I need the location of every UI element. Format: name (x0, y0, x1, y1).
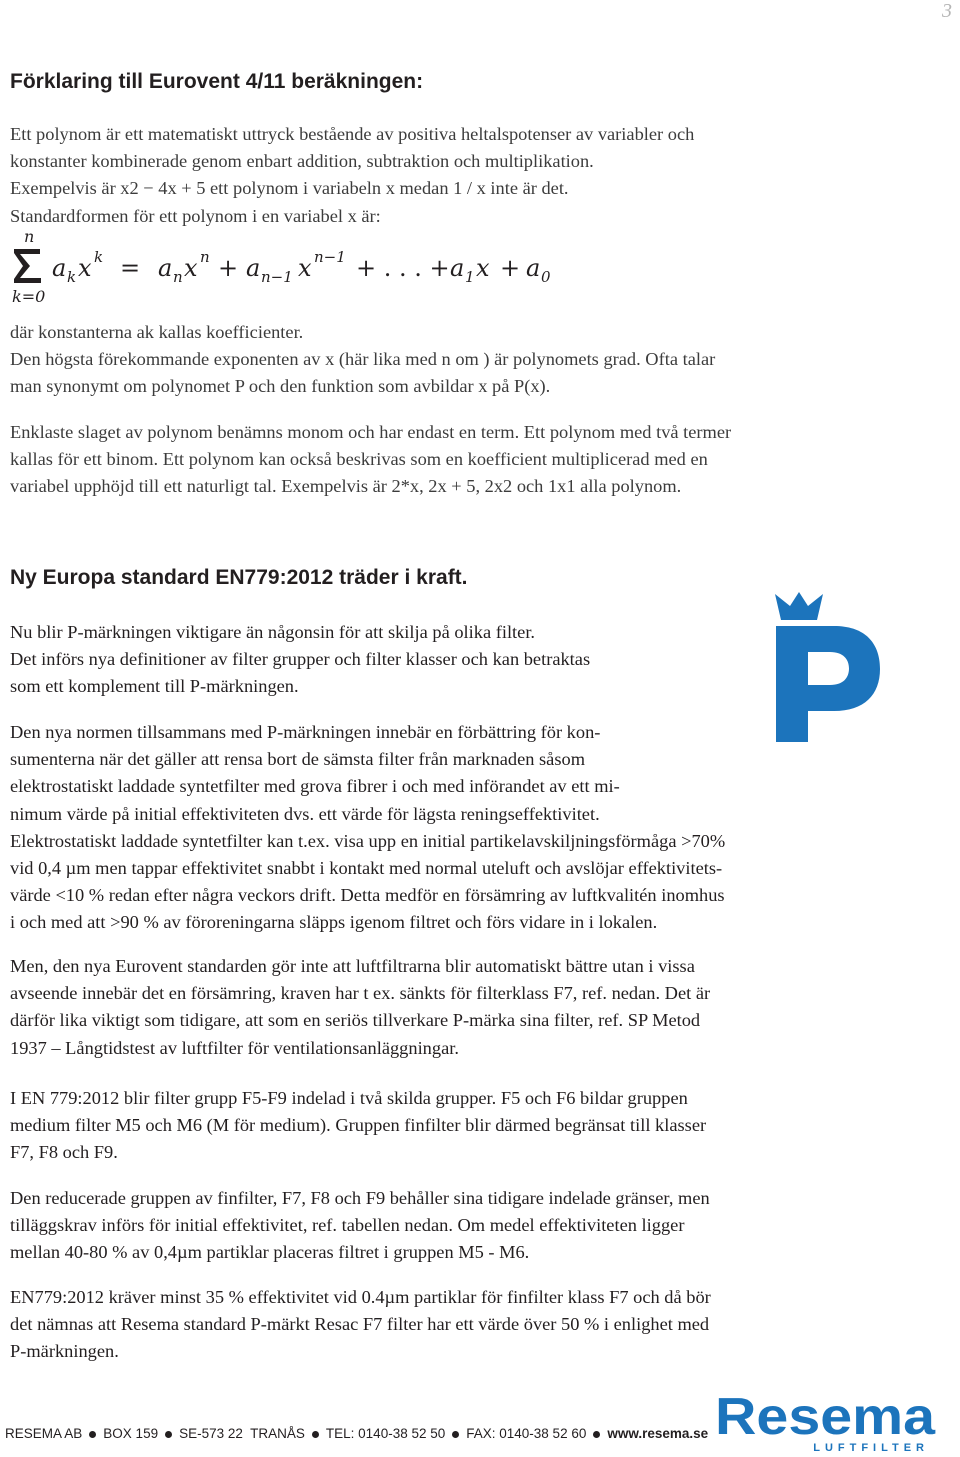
text-line: F7, F8 och F9. (10, 1142, 118, 1163)
footer-tel: TEL: 0140-38 52 50 (325, 1426, 446, 1441)
footer-box: BOX 159 (103, 1426, 159, 1441)
rhs-x-n: x (184, 254, 198, 282)
term-x-sup: k (94, 248, 104, 266)
text-line: Ett polynom är ett matematiskt uttryck bestående av positiva heltalspotenser av variabler och (10, 124, 695, 144)
eurovent-paragraph (10, 953, 710, 1062)
text-line: konstanter kombinerade genom enbart addition, subtraktion och multiplikation. (10, 151, 594, 172)
plus-sign: + (218, 254, 239, 282)
text-line: Enklaste slaget av polynom benämns monom och har endast en term. Ett polynom med två termer (10, 422, 732, 442)
term-x: x (78, 254, 92, 282)
text-line: därför lika viktigt som tidigare, att som en seriös tillverkare P-märka sina filter, ref. SP Metod (10, 1010, 701, 1031)
resema-logo (713, 1388, 937, 1454)
rhs-a-1: a (450, 254, 465, 282)
sum-upper-limit: n (24, 228, 35, 246)
equals-sign: = (120, 254, 141, 282)
sum-lower-limit: k=0 (12, 287, 46, 306)
text-line: Standardformen för ett polynom i en variabel x är: (10, 205, 381, 226)
bullet-icon (89, 1431, 96, 1438)
rhs-a-n: a (158, 254, 173, 282)
footer-website-link[interactable]: www.resema.se (607, 1426, 709, 1441)
text-line: det nämnas att Resema standard P-märkt Resac F7 filter har ett värde över 50 % i enlighet med (10, 1314, 710, 1335)
text-line: medium filter M5 och M6 (M för medium). Gruppen finfilter blir därmed begränsat till klasser (10, 1115, 707, 1136)
text-line: i och med att >90 % av föroreningarna släpps igenom filtret och förs vidare in i lokalen. (10, 912, 658, 933)
footer-postal: SE-573 22 TRANÅS (179, 1426, 305, 1441)
text-line: EN779:2012 kräver minst 35 % effektivitet vid 0.4µm partiklar för finfilter klass F7 och då bör (10, 1287, 711, 1307)
text-line: avseende innebär det en försämring, kraven har t ex. sänkts för filterklass F7, ref. nedan. Det är (10, 983, 711, 1004)
text-line: som ett komplement till P-märkningen. (10, 676, 299, 697)
text-line: Elektrostatiskt laddade syntetfilter kan t.ex. visa upp en initial partikelavskiljningsförmåga >70% (10, 830, 726, 851)
rhs-a-n1-sub: n−1 (261, 268, 293, 286)
norm-paragraph (10, 719, 725, 937)
text-line: Det införs nya definitioner av filter grupper och filter klasser och kan betraktas (10, 649, 591, 670)
footer-fax: FAX: 0140-38 52 60 (466, 1426, 587, 1441)
rhs-x-n1: x (298, 254, 312, 282)
finfilter-paragraph (10, 1185, 710, 1267)
bullet-icon (165, 1431, 172, 1438)
rhs-a-n1: a (246, 254, 261, 282)
polynomial-formula (10, 228, 570, 306)
footer-contact (5, 1426, 708, 1441)
text-line: P-märkningen. (10, 1341, 119, 1362)
text-line: Den reducerade gruppen av finfilter, F7, F8 och F9 behåller sina tidigare indelade gränser, men (10, 1188, 710, 1208)
ellipsis-plus: + . . . + (356, 254, 450, 282)
filter-group-paragraph (10, 1085, 706, 1167)
bullet-icon (312, 1431, 319, 1438)
page-number: 3 (942, 0, 952, 22)
text-line: 1937 – Långtidstest av luftfilter för ventilationsanläggningar. (10, 1037, 459, 1058)
term-a: a (52, 254, 67, 282)
section-heading-eurovent: Förklaring till Eurovent 4/11 beräkningen: (10, 70, 424, 93)
rhs-x-n1-sup: n−1 (314, 248, 346, 266)
resema-wordmark: Resema (715, 1388, 937, 1446)
rhs-a-n-sub: n (173, 268, 183, 286)
text-line: Exempelvis är x2 − 4x + 5 ett polynom i variabeln x medan 1 / x inte är det. (10, 178, 569, 199)
text-line: nimum värde på initial effektiviteten dvs. ett värde för lägsta reningseffektivitet. (10, 803, 600, 824)
p-marking-paragraph (10, 619, 590, 701)
summation-icon (14, 249, 41, 283)
text-line: Den högsta förekommande exponenten av x (här lika med n om ) är polynomets grad. Ofta talar (10, 349, 716, 370)
footer-company: RESEMA AB (5, 1426, 83, 1441)
text-line: variabel upphöjd till ett naturligt tal. Exempelvis är 2*x, 2x + 5, 2x2 och 1x1 alla polynom. (10, 476, 682, 497)
monom-paragraph (10, 419, 731, 501)
rhs-x-1: x (476, 254, 490, 282)
section-heading-en779: Ny Europa standard EN779:2012 träder i kraft. (10, 566, 468, 589)
crown-icon (775, 592, 823, 620)
text-line: elektrostatiskt laddade syntetfilter med grova fibrer i och med införandet av ett mi- (10, 776, 620, 797)
rhs-a-0: a (526, 254, 541, 282)
term-a-sub: k (67, 268, 77, 286)
resema-tagline: LUFTFILTER (813, 1442, 929, 1454)
text-line: värde <10 % redan efter några veckors drift. Detta medför en försämring av luftkvalitén inomhus (10, 885, 725, 906)
text-line: mellan 40-80 % av 0,4µm partiklar placeras filtret i gruppen M5 - M6. (10, 1242, 530, 1263)
text-line: sumenterna när det gäller att rensa bort de sämsta filter från marknaden såsom (10, 749, 585, 770)
text-line: Den nya normen tillsammans med P-märkningen innebär en förbättring för kon- (10, 722, 601, 742)
text-line: man synonymt om polynomet P och den funktion som avbildar x på P(x). (10, 376, 551, 397)
text-line: Nu blir P-märkningen viktigare än någonsin för att skilja på olika filter. (10, 622, 536, 642)
text-line: I EN 779:2012 blir filter grupp F5-F9 indelad i två skilda grupper. F5 och F6 bildar gruppen (10, 1088, 688, 1108)
p-mark-logo (772, 592, 882, 742)
plus-sign-last: + (500, 254, 521, 282)
bullet-icon (452, 1431, 459, 1438)
bullet-icon (593, 1431, 600, 1438)
intro-paragraph (10, 121, 694, 230)
rhs-a-0-sub: 0 (541, 268, 551, 286)
text-line: där konstanterna ak kallas koefficienter. (10, 322, 304, 342)
p-letter-icon (776, 626, 880, 742)
rhs-a-1-sub: 1 (465, 268, 475, 286)
requirement-paragraph (10, 1284, 711, 1366)
text-line: kallas för ett binom. Ett polynom kan också beskrivas som en koefficient multiplicerad med en (10, 449, 708, 470)
text-line: tilläggskrav införs för initial effektivitet, ref. tabellen nedan. Om medel effektiviteten ligger (10, 1215, 685, 1236)
degree-paragraph (10, 319, 715, 401)
text-line: Men, den nya Eurovent standarden gör inte att luftfiltrarna blir automatiskt bättre utan i vissa (10, 956, 695, 976)
text-line: vid 0,4 µm men tappar effektivitet snabbt i kontakt med normal uteluft och avslöjar effektivitets- (10, 858, 723, 879)
rhs-x-n-sup: n (200, 248, 210, 266)
